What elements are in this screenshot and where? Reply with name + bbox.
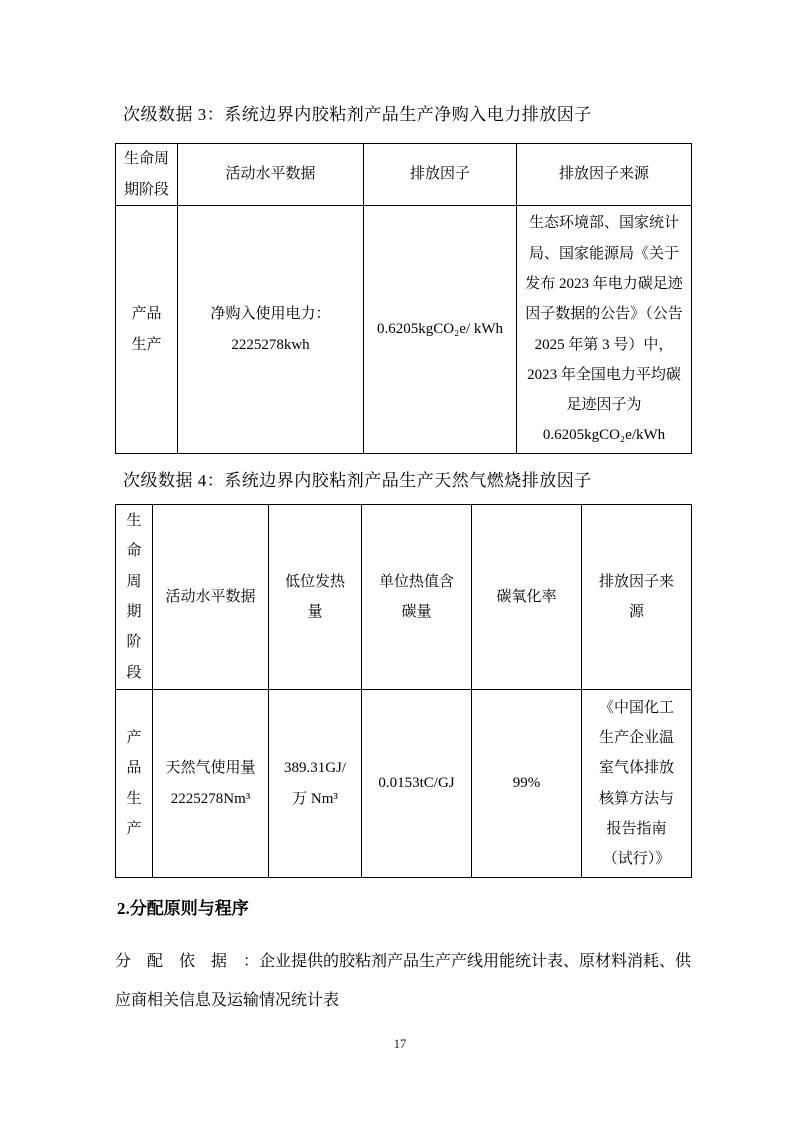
table4-cell-activity <box>153 690 269 878</box>
table3-data-row <box>116 206 692 454</box>
table4-cell-source: 《中国化工生产企业温室气体排放核算方法与报告指南（试行）》 <box>582 690 692 878</box>
table4-header-oxidation-rate: 碳氧化率 <box>472 505 582 690</box>
table3-cell-factor: 0.6205kgCO₂e/ kWh <box>364 206 517 454</box>
activity-line: 净购入使用电力： <box>210 306 331 323</box>
table4-header-activity: 活动水平数据 <box>153 505 269 690</box>
table3-header-factor: 排放因子 <box>364 144 517 206</box>
table4-cell-oxidation-rate: 99% <box>472 690 582 878</box>
table4-natural-gas-emission-factor <box>115 504 692 878</box>
table3-electricity-emission-factor <box>115 143 692 454</box>
table3-cell-activity <box>178 206 364 454</box>
page-content <box>115 0 691 1020</box>
table3-header-stage: 生命周期阶段 <box>116 144 178 206</box>
table3-caption: 次级数据 3：系统边界内胶粘剂产品生产净购入电力排放因子 <box>123 105 592 124</box>
stage-line: 产品 <box>131 306 162 323</box>
table3-header-source: 排放因子来源 <box>517 144 692 206</box>
activity-line: 2225278kwh <box>231 336 310 353</box>
table3-header-activity: 活动水平数据 <box>178 144 364 206</box>
allocation-basis-paragraph: 分 配 依 据 ：企业提供的胶粘剂产品生产产线用能统计表、原材料消耗、供应商相关信息及运输情况统计表 <box>115 953 692 1009</box>
ncv-line: 389.31GJ/ <box>283 760 347 777</box>
activity-line: 2225278Nm³ <box>170 790 251 807</box>
table3-cell-stage <box>116 206 178 454</box>
ncv-line: 万 Nm³ <box>292 790 338 807</box>
table4-cell-carbon-content: 0.0153tC/GJ <box>362 690 472 878</box>
table4-header-carbon-content: 单位热值含碳量 <box>362 505 472 690</box>
page-number: 17 <box>393 1037 407 1051</box>
section-2-heading: 2.分配原则与程序 <box>117 899 249 918</box>
table4-data-row <box>116 690 692 878</box>
table4-header-source: 排放因子来源 <box>582 505 692 690</box>
table3-cell-source: 生态环境部、国家统计局、国家能源局《关于发布 2023 年电力碳足迹因子数据的公告》（公告 2025 年第 3 号）中，2023 年全国电力平均碳足迹因子为 0.6205kgCO₂e/kWh <box>517 206 692 454</box>
activity-line: 天然气使用量 <box>165 760 256 777</box>
table4-header-row <box>116 505 692 690</box>
table4-cell-ncv <box>269 690 362 878</box>
table3-header-row <box>116 144 692 206</box>
table4-header-ncv: 低位发热量 <box>269 505 362 690</box>
table4-cell-stage: 产品生产 <box>116 690 153 878</box>
table4-header-stage: 生命周期阶段 <box>116 505 153 690</box>
stage-line: 生产 <box>131 336 162 353</box>
table4-caption: 次级数据 4：系统边界内胶粘剂产品生产天然气燃烧排放因子 <box>123 471 592 490</box>
